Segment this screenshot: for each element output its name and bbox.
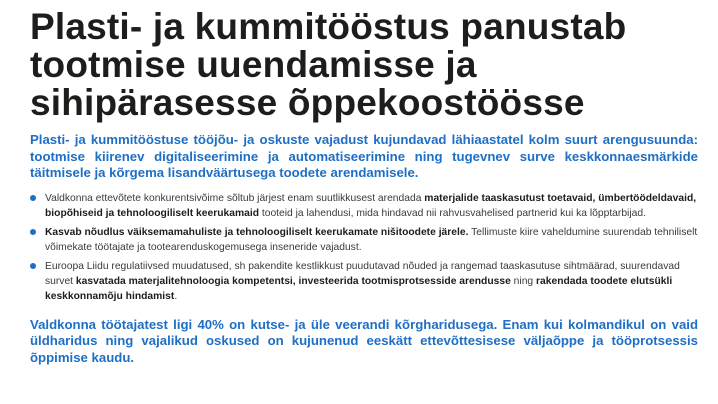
bullet-text-run: tooteid ja lahendusi, mida hindavad nii rahvusvahelised partnerid kui ka lõpptarbijad.	[259, 207, 646, 219]
bullet-dot-icon	[30, 229, 36, 235]
bullet-item	[30, 259, 698, 304]
bullet-text-run: .	[174, 290, 178, 302]
bullet-text-run: Euroopa Liidu regulatiivsed muudatused, sh pakendite kestlikkust puudutavad nõuded ja rangemad taaskasutuse sihtmäärad, suurendavad survet	[45, 260, 680, 287]
bullet-dot-icon	[30, 263, 36, 269]
bullet-text-run: rakendada toodete elutsükli keskkonnamõju hindamist	[45, 275, 673, 302]
bullet-text-run: kasvatada materjalitehnoloogia kompetentsi, investeerida tootmisprotsesside arendusse	[75, 275, 511, 287]
page-title: Plasti- ja kummitööstus panustab tootmise uuendamisse ja sihipärasesse õppekoostöösse	[30, 6, 627, 123]
bullet-text-run: ning	[510, 275, 537, 287]
bullet-text-run: materjalide taaskasutust toetavaid, ümbertöödeldavaid, biopõhiseid ja tehnoloogiliselt keerukamaid	[45, 192, 697, 219]
bullet-text-run: Tellimuste kiire vaheldumine suurendab tehniliselt võimekate töötajate ja tootearenduskogemusega inseneride vajadust.	[45, 226, 698, 253]
bullet-item	[30, 191, 698, 221]
bullet-text-run: Kasvab nõudlus väiksemamahuliste ja tehnoloogiliselt keerukamate nišitoodete järele.	[45, 226, 469, 238]
lead-paragraph: Plasti- ja kummitööstuse tööjõu- ja oskuste vajadust kujundavad lähiaastatel kolm suurt arengusuunda: tootmise kiirenev digitaliseerimine ja automatiseerimine ning tugevnev surve keskkonnaesmärkide täitmisele ja kõrgema lisandväärtusega toodete arendamisele.	[30, 132, 698, 180]
bullet-text-run: Valdkonna ettevõtete konkurentsivõime sõltub järjest enam suutlikkusest arendada	[45, 192, 425, 204]
bullet-dot-icon	[30, 195, 36, 201]
bullet-list	[30, 191, 698, 304]
closing-paragraph: Valdkonna töötajatest ligi 40% on kutse- ja üle veerandi kõrgharidusega. Enam kui kolmandikul on vaid üldharidus ning vajalikud oskused on kujunenud eeskätt ettevõttesisese väljaõppe ja tööprotsessis õppimise kaudu.	[30, 316, 698, 365]
bullet-item	[30, 225, 698, 255]
